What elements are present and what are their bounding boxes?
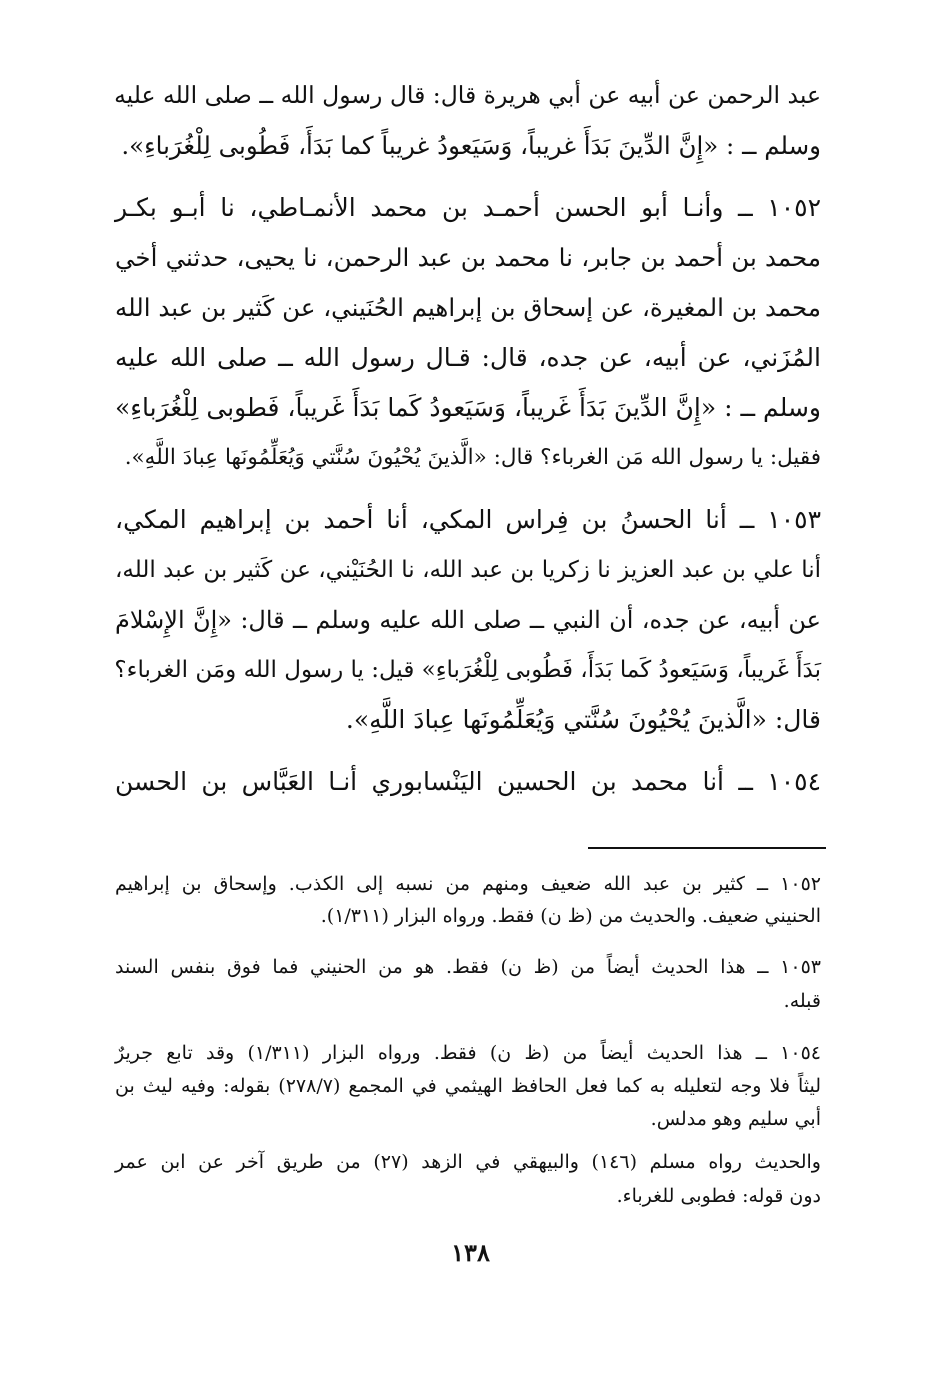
- footnote-line: ١٠٥٣ ــ هذا الحديث أيضاً من (ظ ن) فقط. هو من الحنيني فما فوق بنفس السند: [115, 956, 821, 978]
- footnote-line: ليثاً فلا وجه لتعليله به كما فعل الحافظ الهيثمي في المجمع (٢٧٨/٧) بقوله: وفيه ليث بن: [115, 1075, 821, 1097]
- footnote-line: أبي سليم وهو مدلس.: [650, 1108, 821, 1130]
- hadith-1053-heading-line: ١٠٥٣ ــ أنا الحسنُ بن فِراس المكي، أنا أحمد بن إبراهيم المكي،: [115, 505, 821, 534]
- page-number: ١٣٨: [451, 1238, 490, 1267]
- body-line: وسلم ــ : «إِنَّ الدِّينَ بَدَأَ غَريباً، وَسَيَعودُ كَما بَدَأَ غَريباً، فَطوبى لِلْغُرَباءِ»: [115, 393, 821, 422]
- hadith-1052-heading-line: ١٠٥٢ ــ وأنـا أبو الحسن أحمـد بن محمد الأنمـاطي، نا أبـو بكـر: [115, 193, 821, 222]
- body-line: فقيل: يا رسول الله مَن الغرباء؟ قال: «الَّذينَ يُحْيُونَ سُنَّتي وَيُعَلِّمُونَها عِبادَ اللَّهِ».: [124, 445, 821, 470]
- body-line: وسلم ــ : «إِنَّ الدِّينَ بَدَأَ غريباً، وَسَيَعودُ غريباً كما بَدَأَ، فَطُوبى لِلْغُرَباءِ».: [121, 131, 821, 160]
- footnote-line: ١٠٥٤ ــ هذا الحديث أيضاً من (ظ ن) فقط. ورواه البزار (١/٣١١) وقد تابع جريرٌ: [115, 1042, 821, 1064]
- body-line: عبد الرحمن عن أبيه عن أبي هريرة قال: قال رسول الله ــ صلى الله عليه: [114, 81, 821, 109]
- body-line: أنا علي بن عبد العزيز نا زكريا بن عبد الله، نا الحُنَيْني، عن كَثير بن عبد الله،: [115, 557, 821, 583]
- footnote-line: دون قوله: فطوبى للغرباء.: [616, 1185, 821, 1207]
- body-line: محمد بن أحمد بن جابر، نا محمد بن عبد الرحمن، نا يحيى، حدثني أخي: [115, 243, 821, 272]
- footnote-line: ١٠٥٢ ــ كثير بن عبد الله ضعيف ومنهم من نسبه إلى الكذب. وإسحاق بن إبراهيم: [115, 873, 821, 895]
- footnote-line: قبله.: [783, 990, 821, 1012]
- body-line: المُزَني، عن أبيه، عن جده، قال: قـال رسول الله ــ صلى الله عليه: [115, 343, 821, 372]
- footnote-line: الحنيني ضعيف. والحديث من (ظ ن) فقط. ورواه البزار (١/٣١١).: [320, 905, 821, 927]
- body-line: عن أبيه، عن جده، أن النبي ــ صلى الله عليه وسلم ــ قال: «إِنَّ الإِسْلامَ: [115, 606, 821, 634]
- hadith-1054-heading-line: ١٠٥٤ ــ أنا محمد بن الحسين اليَنْسابوري أنـا العَبَّاس بن الحسن: [115, 767, 821, 796]
- body-line: بَدَأَ غَريباً، وَسَيَعودُ كَما بَدَأَ، فَطُوبى لِلْغُرَباءِ» قيل: يا رسول الله ومَن الغرباء؟: [114, 657, 821, 683]
- body-line: قال: «الَّذينَ يُحْيُونَ سُنَّتي وَيُعَلِّمُونَها عِبادَ اللَّهِ».: [345, 705, 821, 734]
- footnote-line: والحديث رواه مسلم (١٤٦) والبيهقي في الزهد (٢٧) من طريق آخر عن ابن عمر: [115, 1151, 821, 1173]
- body-line: محمد بن المغيرة، عن إسحاق بن إبراهيم الحُنَيني، عن كَثير بن عبد الله: [115, 293, 821, 322]
- footnote-separator: [588, 847, 826, 849]
